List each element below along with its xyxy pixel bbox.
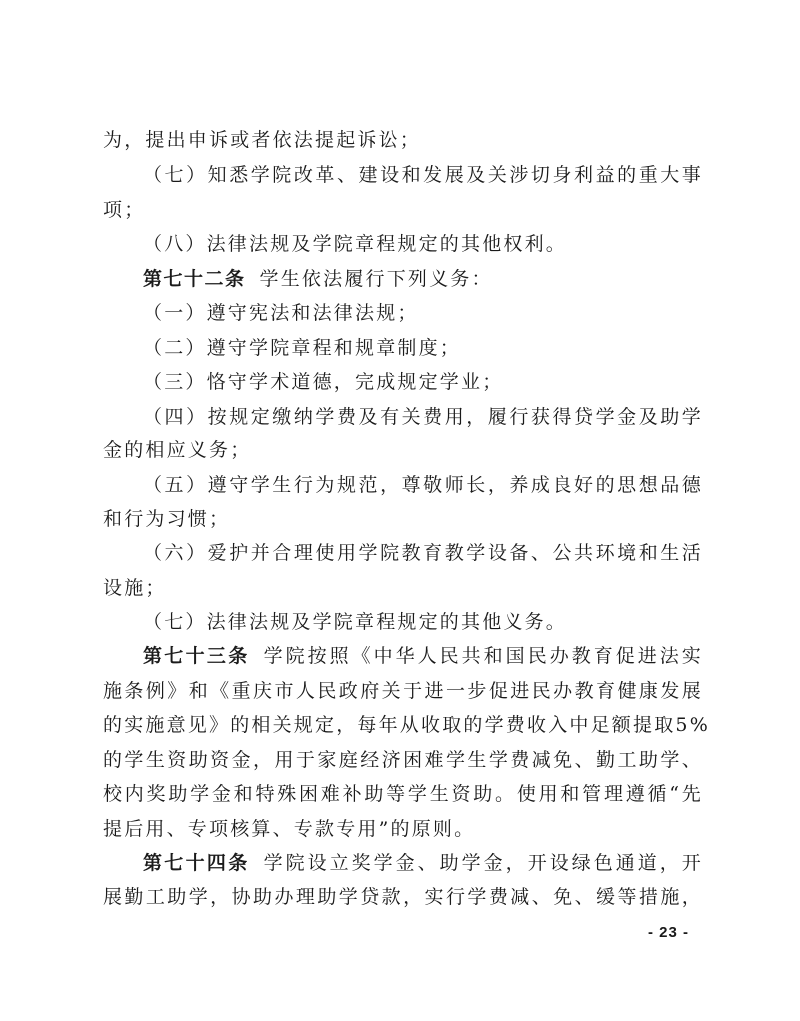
text-line: （一）遵守宪法和法律法规； (143, 302, 419, 324)
text-line: （三）恪守学术道德，完成规定学业； (143, 371, 504, 393)
text-line: （七）法律法规及学院章程规定的其他义务。 (143, 611, 568, 633)
text-line: 施条例》和《重庆市人民政府关于进一步促进民办教育健康发展 (103, 680, 703, 702)
article-title: 第七十二条 (143, 268, 246, 290)
text-line: 校内奖助学金和特殊困难补助等学生资助。使用和管理遵循“先 (103, 783, 703, 805)
article-line (143, 846, 703, 880)
text-line: （八）法律法规及学院章程规定的其他权利。 (143, 233, 568, 255)
text-line: 的实施意见》的相关规定，每年从收取的学费收入中足额提取5% (103, 714, 710, 736)
article-line (143, 639, 703, 673)
text-line: （四）按规定缴纳学费及有关费用，履行获得贷学金及助学 (143, 406, 703, 428)
article-text: 学院按照《中华人民共和国民办教育促进法实 (263, 645, 703, 667)
text-line: 设施； (103, 577, 167, 599)
text-line: （七）知悉学院改革、建设和发展及关涉切身利益的重大事 (143, 164, 703, 186)
text-line: 展勤工助学，协助办理助学贷款，实行学费减、免、缓等措施， (103, 886, 703, 908)
text-line: （五）遵守学生行为规范，尊敬师长，养成良好的思想品德 (143, 474, 703, 496)
text-line: （二）遵守学院章程和规章制度； (143, 337, 462, 359)
article-title: 第七十四条 (143, 852, 250, 874)
text-line: 和行为习惯； (103, 508, 231, 530)
text-line: 金的相应义务； (103, 439, 252, 461)
article-line (143, 262, 743, 296)
article-text: 学院设立奖学金、助学金，开设绿色通道，开 (263, 852, 703, 874)
text-line: 项； (103, 199, 146, 221)
article-title: 第七十三条 (143, 645, 250, 667)
page-number: - 23 - (648, 924, 690, 941)
article-text: 学生依法履行下列义务： (259, 268, 493, 290)
text-line: 为，提出申诉或者依法提起诉讼； (103, 129, 422, 151)
text-line: 的学生资助资金，用于家庭经济困难学生学费减免、勤工助学、 (103, 749, 703, 771)
text-line: 提后用、专项核算、专款专用”的原则。 (103, 818, 476, 840)
text-line: （六）爱护并合理使用学院教育教学设备、公共环境和生活 (143, 542, 703, 564)
